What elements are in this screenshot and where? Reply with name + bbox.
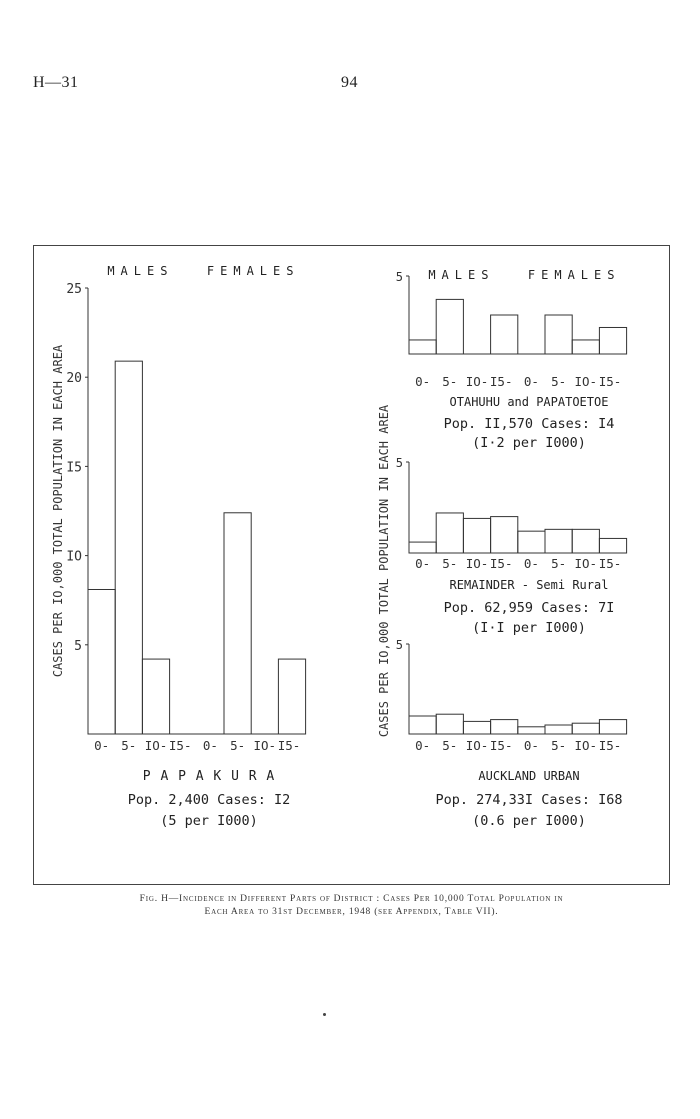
panel2-y-axis-label: CASES PER IO,000 TOTAL POPULATION IN EACH AREA — [377, 404, 391, 738]
panel1-tick-label: 5 — [74, 638, 82, 654]
panel3-bar — [491, 517, 518, 553]
panel1-subtitle: Pop. 2,400 Cases: I2 — [127, 792, 291, 808]
panel1-group-label-females: FEMALES — [206, 264, 300, 278]
page-number: 94 — [341, 74, 358, 91]
panel3-bar — [436, 513, 463, 553]
panel2-tick-label: 5 — [395, 270, 403, 284]
panel2-category-label: 0- — [523, 374, 539, 389]
panel1-title: P A P A K U R A — [142, 769, 276, 784]
panel2-category-label: 0- — [415, 374, 431, 389]
panel2-bar — [436, 299, 463, 354]
panel2-bar — [491, 315, 518, 354]
panel3-title: REMAINDER - Semi Rural — [449, 578, 609, 592]
panel3-category-label: 5- — [442, 556, 458, 571]
panel4-subtitle: Pop. 274,33I Cases: I68 — [435, 792, 623, 808]
panel3-category-label: 0- — [523, 556, 539, 571]
figure-caption — [33, 893, 670, 919]
panel2-bar — [409, 340, 436, 354]
caption-line-1: Fig. H—Incidence in Different Parts of District : Cases Per 10,000 Total Population in — [139, 894, 564, 904]
panel2-category-label: 5- — [442, 374, 458, 389]
panel2-bar — [545, 315, 572, 354]
panel2-bar — [572, 340, 599, 354]
panel4-category-label: IO- — [574, 738, 598, 753]
panel3-subtitle: Pop. 62,959 Cases: 7I — [443, 600, 615, 616]
figure-frame — [33, 245, 670, 885]
panel4-category-label: 0- — [415, 738, 431, 753]
panel2-group-label-males: MALES — [428, 268, 495, 282]
panel4-bar — [518, 727, 545, 734]
panel2-group-label-females: FEMALES — [527, 268, 621, 282]
panel1-y-axis-label: CASES PER IO,000 TOTAL POPULATION IN EACH AREA — [51, 344, 65, 678]
panel4-category-label: 0- — [523, 738, 539, 753]
panel3-bar — [545, 529, 572, 553]
panel1-category-label: I5- — [168, 738, 192, 753]
panel3-category-label: IO- — [574, 556, 598, 571]
panel4-bar — [436, 714, 463, 734]
panel1-category-label: 5- — [121, 738, 137, 753]
panel1-bar — [224, 513, 251, 734]
panel1-bar — [278, 659, 305, 734]
panel2-category-label: IO- — [574, 374, 598, 389]
panel1-bar — [88, 589, 115, 734]
panel1-bar — [115, 361, 142, 734]
page-reference: H—31 — [33, 74, 79, 91]
panel1-category-label: IO- — [253, 738, 277, 753]
panel2-category-label: 5- — [551, 374, 567, 389]
panel4-bar — [491, 720, 518, 734]
panel3-category-label: 0- — [415, 556, 431, 571]
panel3-bar — [599, 538, 626, 553]
panel4-category-label: I5- — [489, 738, 513, 753]
panel1-tick-label: 25 — [66, 282, 82, 297]
panel1-tick-label: 20 — [66, 371, 82, 387]
panel1-bar — [142, 659, 169, 734]
panel1-tick-label: I5 — [66, 460, 82, 476]
panel4-bar — [545, 725, 572, 734]
panel1-category-label: IO- — [144, 738, 168, 753]
panel2-category-label: I5- — [489, 374, 513, 389]
panel3-category-label: I5- — [598, 556, 622, 571]
panel1-group-label-males: MALES — [107, 264, 174, 278]
panel1-category-label: 0- — [202, 738, 218, 753]
panel1-tick-label: IO — [66, 549, 82, 565]
panel4-category-label: 5- — [442, 738, 458, 753]
panel4-rate: (0.6 per I000) — [472, 813, 586, 829]
page-mark — [323, 1013, 326, 1016]
panel2-category-label: IO- — [465, 374, 489, 389]
panel2-subtitle: Pop. II,570 Cases: I4 — [443, 416, 615, 432]
panel4-bar — [599, 720, 626, 734]
panel1-category-label: 5- — [230, 738, 246, 753]
figure-charts — [34, 246, 671, 886]
panel2-rate: (I·2 per I000) — [472, 435, 586, 451]
panel3-bar — [463, 518, 490, 553]
panel4-category-label: IO- — [465, 738, 489, 753]
panel3-bar — [409, 542, 436, 553]
panel3-category-label: 5- — [551, 556, 567, 571]
panel3-bar — [518, 531, 545, 553]
panel2-category-label: I5- — [598, 374, 622, 389]
panel3-rate: (I·I per I000) — [472, 620, 586, 636]
panel1-category-label: I5- — [277, 738, 301, 753]
panel4-bar — [463, 721, 490, 734]
caption-line-2: Each Area to 31st December, 1948 (see Appendix, Table VII). — [204, 907, 499, 917]
panel4-title: AUCKLAND URBAN — [478, 769, 580, 783]
panel2-bar — [599, 327, 626, 354]
panel4-bar — [409, 716, 436, 734]
panel3-bar — [572, 529, 599, 553]
panel4-category-label: I5- — [598, 738, 622, 753]
panel1-category-label: 0- — [94, 738, 110, 753]
panel1-rate: (5 per I000) — [160, 813, 258, 829]
panel4-bar — [572, 723, 599, 734]
panel3-category-label: IO- — [465, 556, 489, 571]
panel2-title: OTAHUHU and PAPATOETOE — [449, 395, 609, 409]
panel4-tick-label: 5 — [395, 638, 403, 652]
panel3-category-label: I5- — [489, 556, 513, 571]
panel4-category-label: 5- — [551, 738, 567, 753]
panel3-tick-label: 5 — [395, 456, 403, 470]
